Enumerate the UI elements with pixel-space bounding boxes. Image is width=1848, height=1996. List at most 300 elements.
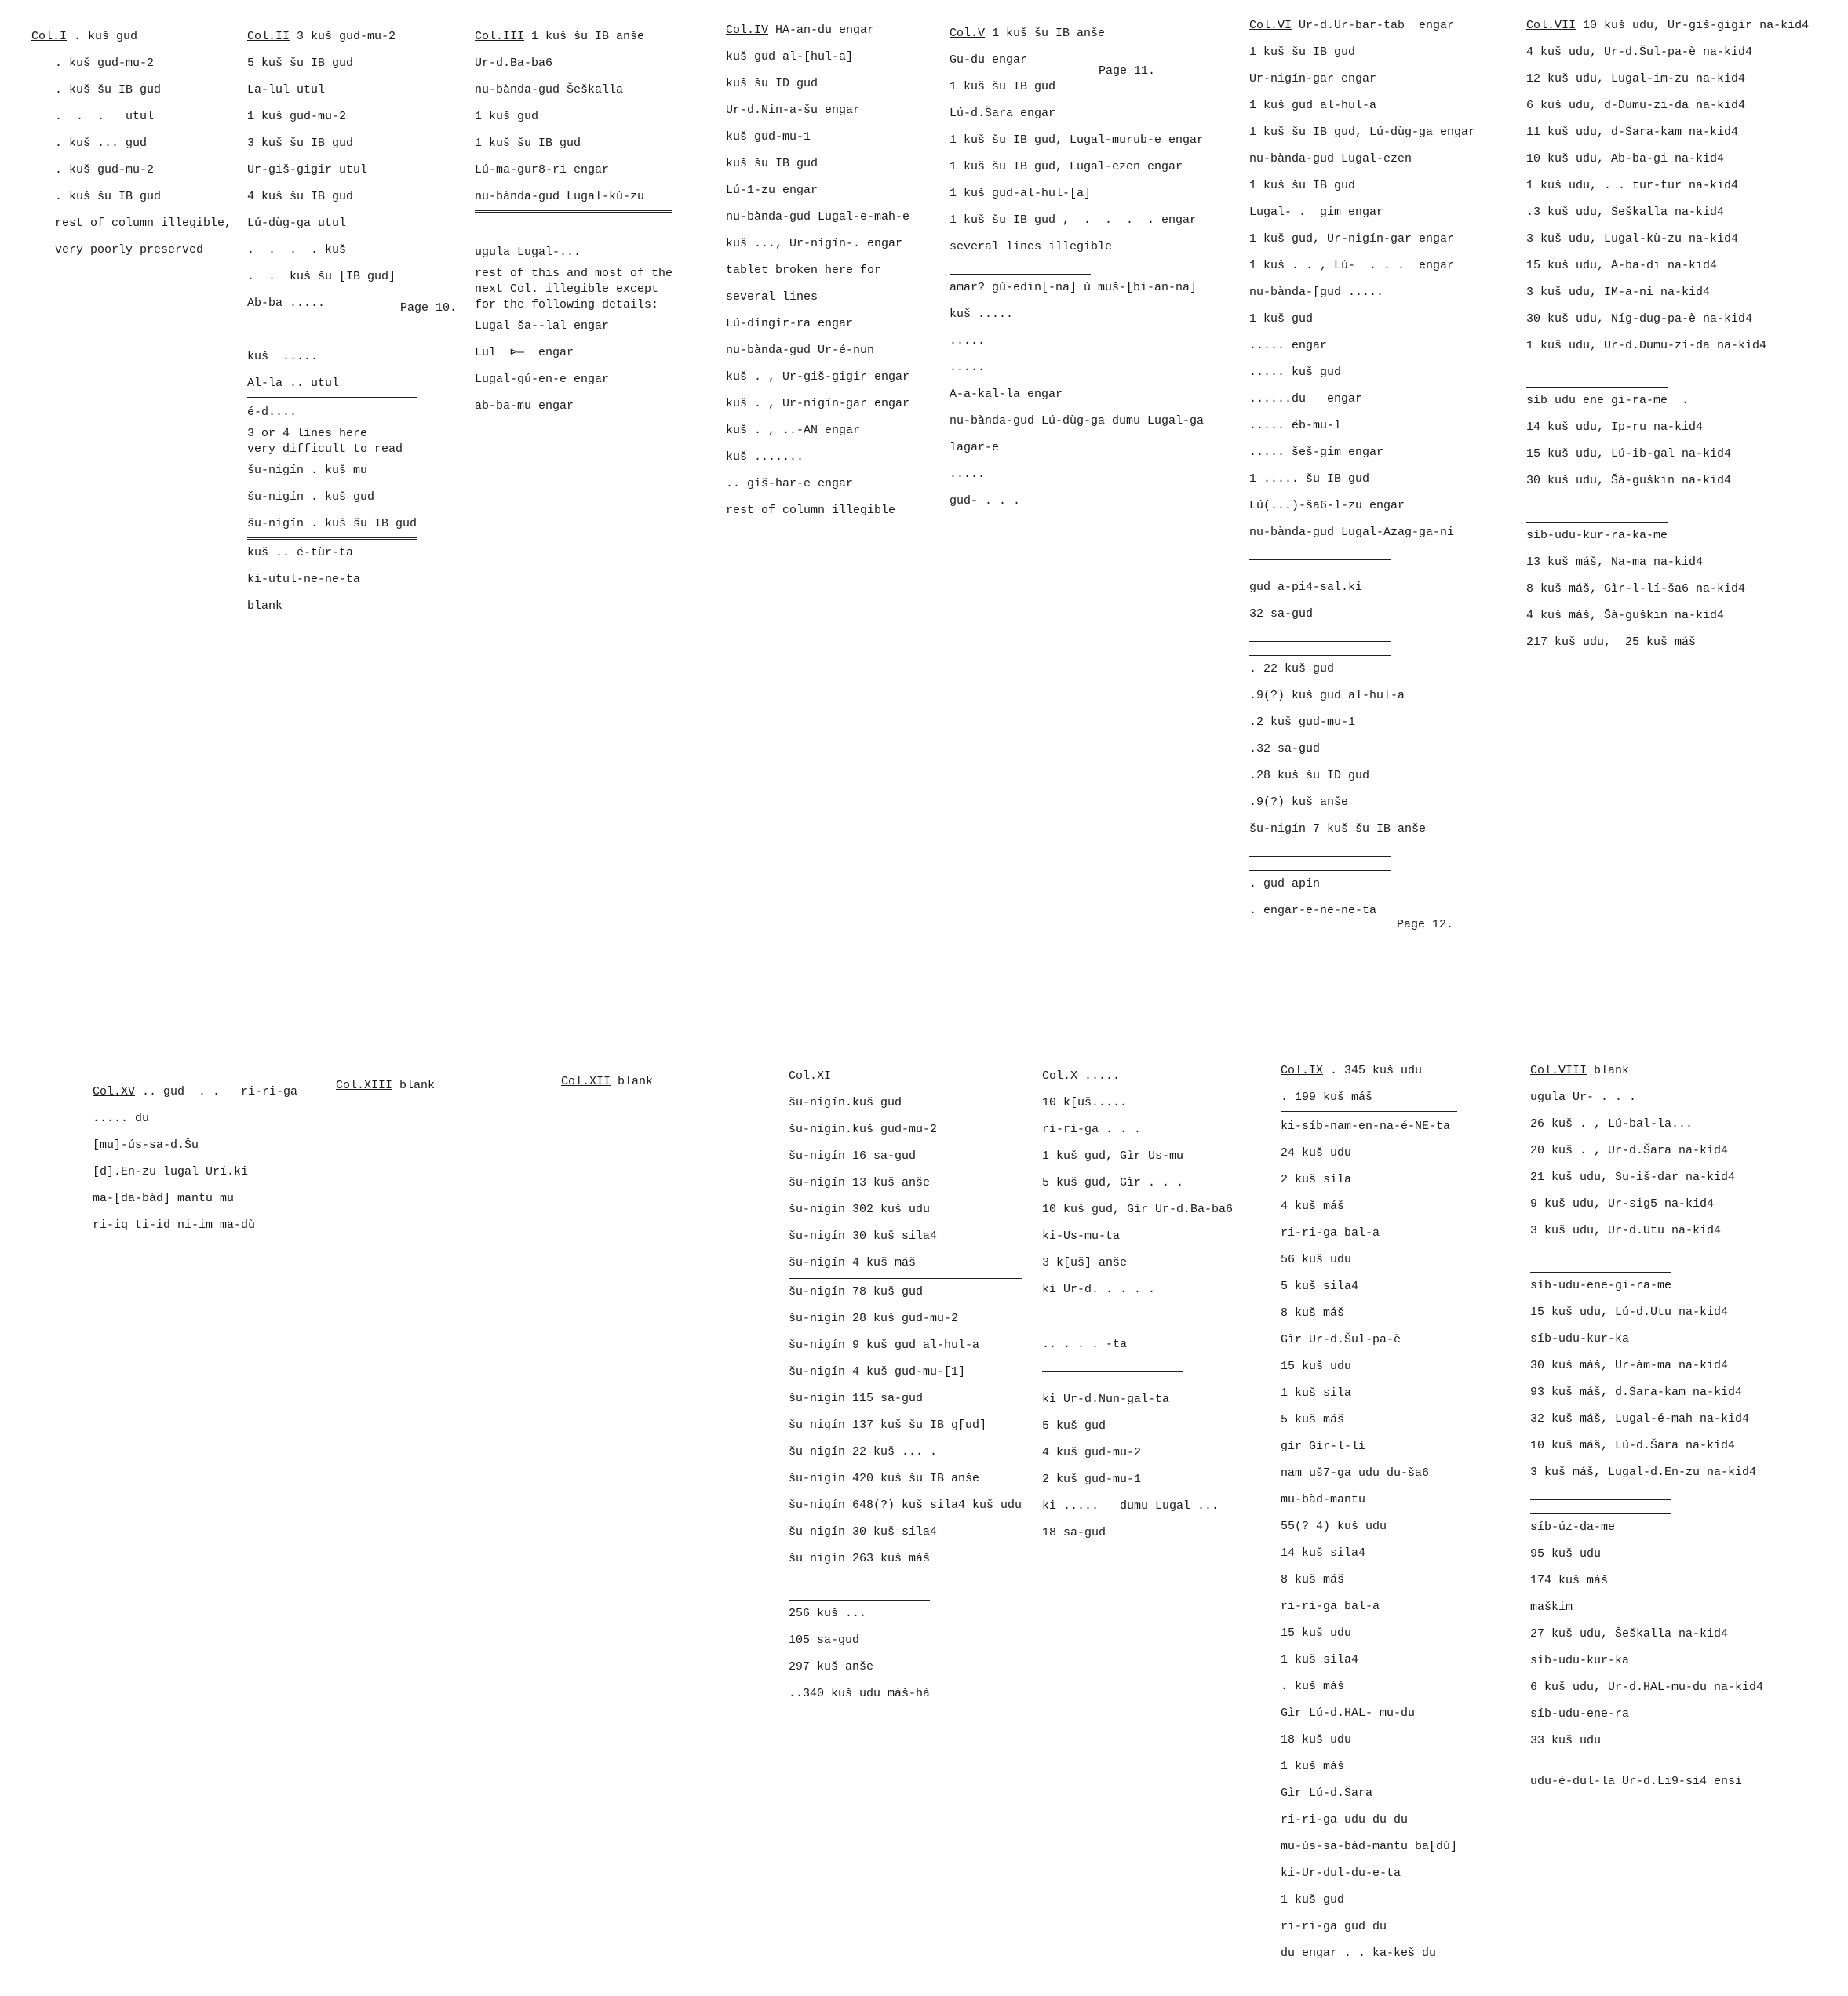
column-line: kuš šu IB gud bbox=[726, 157, 818, 170]
column-line: Lú(...)-ša6-l-zu engar bbox=[1249, 499, 1405, 512]
column-line: 4 kuš udu, Ur-d.Šul-pa-è na-kid4 bbox=[1526, 46, 1753, 59]
column-line: ..... bbox=[1084, 1069, 1121, 1083]
column-line: ri-iq ti-id ni-im ma-dù bbox=[93, 1218, 256, 1232]
column-line: nu-bànda-gud Lugal-Azag-ga-ni bbox=[1249, 526, 1455, 539]
column-line: 4 kuš máš, Šà-guškin na-kid4 bbox=[1526, 609, 1725, 622]
column-line: síb-udu-kur-ra-ka-me bbox=[1526, 529, 1668, 542]
column-line: šu-nigín 648(?) kuš sila4 kuš udu bbox=[789, 1499, 1022, 1512]
column-line: ri-ri-ga bal-a bbox=[1281, 1600, 1380, 1613]
column-line: šu-nigín 16 sa-gud bbox=[789, 1149, 917, 1163]
column-xv bbox=[93, 1079, 297, 1239]
column-line: ..... šeš-gim engar bbox=[1249, 446, 1384, 459]
column-label: Col.VII bbox=[1526, 19, 1576, 32]
column-line: šu-nigín 78 kuš gud bbox=[789, 1285, 924, 1298]
column-line: 2 kuš gud-mu-1 bbox=[1042, 1473, 1142, 1486]
column-heading bbox=[1042, 1063, 1233, 1090]
column-line: 8 kuš máš, Gìr-l-lí-ša6 na-kid4 bbox=[1526, 582, 1746, 596]
column-label: Col.II bbox=[247, 30, 290, 43]
column-line: 10 kuš gud, Gìr Ur-d.Ba-ba6 bbox=[1042, 1203, 1234, 1216]
column-line: 3 kuš udu, Lugal-kù-zu na-kid4 bbox=[1526, 232, 1739, 246]
column-line: rest of column illegible bbox=[726, 504, 896, 517]
column-line: Lugal ša--lal engar bbox=[475, 319, 610, 333]
column-line: rest of this and most of the bbox=[475, 267, 673, 280]
column-line bbox=[1526, 508, 1668, 523]
column-line bbox=[1530, 1486, 1671, 1500]
column-line: .9(?) kuš gud al-hul-a bbox=[1249, 689, 1405, 702]
column-line: šu-nigín.kuš gud-mu-2 bbox=[789, 1123, 938, 1136]
column-line: . . kuš šu [IB gud] bbox=[247, 270, 396, 283]
column-line: 15 kuš udu, Lú-ib-gal na-kid4 bbox=[1526, 447, 1732, 461]
column-line: ki-Ur-dul-du-e-ta bbox=[1281, 1867, 1401, 1880]
column-line: gud a-pi4-sal.ki bbox=[1249, 581, 1363, 594]
column-v bbox=[950, 20, 1204, 515]
column-line: 3 k[uš] anše bbox=[1042, 1256, 1128, 1269]
column-line: 15 kuš udu bbox=[1281, 1360, 1352, 1373]
column-heading bbox=[1281, 1058, 1457, 1084]
column-line: kuš ..... bbox=[247, 350, 319, 363]
column-line: .9(?) kuš anše bbox=[1249, 796, 1349, 809]
column-line: 8 kuš máš bbox=[1281, 1306, 1345, 1320]
column-line: 26 kuš . , Lú-bal-la... bbox=[1530, 1117, 1693, 1131]
column-line: Lú-ma-gur8-ri engar bbox=[475, 163, 610, 177]
column-line: šu-nigín 13 kuš anše bbox=[789, 1176, 931, 1189]
column-line: šu-nigín 28 kuš gud-mu-2 bbox=[789, 1312, 959, 1325]
column-line: ..340 kuš udu máš-há bbox=[789, 1687, 931, 1700]
column-line: šu-nigín 302 kuš udu bbox=[789, 1203, 931, 1216]
column-line: 30 kuš udu, Šà-guškin na-kid4 bbox=[1526, 474, 1732, 487]
column-line: . gud apin bbox=[1249, 877, 1321, 891]
column-line: . kuš ... gud bbox=[55, 137, 148, 150]
column-line: ri-ri-ga udu du du bbox=[1281, 1813, 1409, 1827]
column-line: [d].En-zu lugal Urí.ki bbox=[93, 1165, 249, 1178]
column-line: blank bbox=[247, 599, 283, 613]
column-line: 10 kuš udu, Ab-ba-gi na-kid4 bbox=[1526, 152, 1725, 166]
column-line: Ur-nigín-gar engar bbox=[1249, 72, 1377, 86]
column-xiii bbox=[336, 1073, 435, 1099]
column-line: 14 kuš udu, Ip-ru na-kid4 bbox=[1526, 421, 1704, 434]
column-ix bbox=[1281, 1058, 1457, 1967]
column-line: ri-ri-ga gud du bbox=[1281, 1920, 1387, 1933]
column-iii bbox=[475, 24, 672, 420]
column-line: 1 kuš šu IB gud, Lugal-ezen engar bbox=[950, 160, 1183, 173]
column-line: . . . utul bbox=[55, 110, 155, 123]
column-heading bbox=[1249, 13, 1475, 39]
column-line: .. . . . -ta bbox=[1042, 1338, 1128, 1351]
column-line: Gìr Ur-d.Šul-pa-è bbox=[1281, 1333, 1401, 1346]
column-line: šu nigín 263 kuš máš bbox=[789, 1552, 931, 1565]
column-line: ..... du bbox=[93, 1112, 150, 1125]
column-heading bbox=[93, 1079, 297, 1105]
column-line: kuš . , ..-AN engar bbox=[726, 424, 861, 437]
column-line: Ur-giš-gigir utul bbox=[247, 163, 368, 177]
column-line: 1 kuš gud-al-hul-[a] bbox=[950, 187, 1092, 200]
column-line: 4 kuš gud-mu-2 bbox=[1042, 1446, 1142, 1459]
page-number-10: Page 10. bbox=[400, 301, 457, 315]
column-line: A-a-kal-la engar bbox=[950, 388, 1063, 401]
column-line: ki-síb-nam-en-na-é-NE-ta bbox=[1281, 1120, 1451, 1133]
column-line: Lú-d.Šara engar bbox=[950, 107, 1056, 120]
column-line: HA-an-du engar bbox=[775, 24, 875, 37]
column-line bbox=[1526, 373, 1668, 388]
column-line: ..... bbox=[950, 361, 986, 374]
column-line: síb-udu-ene-ra bbox=[1530, 1707, 1630, 1721]
column-line: 3 kuš gud-mu-2 bbox=[297, 30, 396, 43]
column-line bbox=[1249, 546, 1391, 560]
column-line: 30 kuš udu, Níg-dug-pa-è na-kid4 bbox=[1526, 312, 1753, 326]
column-line: blank bbox=[1594, 1064, 1630, 1077]
column-line: 217 kuš udu, 25 kuš máš bbox=[1526, 636, 1697, 649]
column-line: síb udu ene gi-ra-me . bbox=[1526, 394, 1689, 407]
column-line: 3 kuš udu, Ur-d.Utu na-kid4 bbox=[1530, 1224, 1722, 1237]
column-line: du engar . . ka-keš du bbox=[1281, 1947, 1437, 1960]
column-line: 6 kuš udu, Ur-d.HAL-mu-du na-kid4 bbox=[1530, 1681, 1764, 1694]
column-label: Col.VI bbox=[1249, 19, 1292, 32]
column-line: 1 kuš šu IB gud bbox=[1249, 179, 1356, 192]
column-line: é-d.... bbox=[247, 406, 297, 419]
column-label: Col.V bbox=[950, 27, 986, 40]
column-line: síb-udu-kur-ka bbox=[1530, 1654, 1630, 1667]
column-line: . kuš máš bbox=[1281, 1680, 1345, 1693]
column-line: Ur-d.Ur-bar-tab engar bbox=[1299, 19, 1455, 32]
column-line: 8 kuš máš bbox=[1281, 1573, 1345, 1586]
column-line: ..... éb-mu-l bbox=[1249, 419, 1342, 432]
column-heading bbox=[336, 1073, 435, 1099]
column-line bbox=[1042, 1317, 1183, 1331]
column-line: 10 kuš máš, Lú-d.Šara na-kid4 bbox=[1530, 1439, 1736, 1452]
column-line bbox=[1526, 494, 1668, 508]
column-line: 4 kuš máš bbox=[1281, 1200, 1345, 1213]
column-line: 15 kuš udu bbox=[1281, 1626, 1352, 1640]
column-line: 1 kuš udu, . . tur-tur na-kid4 bbox=[1526, 179, 1739, 192]
column-line: gìr Gìr-l-lí bbox=[1281, 1440, 1366, 1453]
column-line: lagar-e bbox=[950, 441, 1000, 454]
column-line: Lugal-gú-en-e engar bbox=[475, 373, 610, 386]
column-line: .3 kuš udu, Šeškalla na-kid4 bbox=[1526, 206, 1725, 219]
column-line: síb-udu-ene-gi-ra-me bbox=[1530, 1279, 1672, 1292]
column-heading bbox=[789, 1063, 1022, 1090]
column-line: 15 kuš udu, Lú-d.Utu na-kid4 bbox=[1530, 1306, 1729, 1319]
column-line: nu-bànda-gud Lugal-ezen bbox=[1249, 152, 1412, 166]
column-label: Col.XIII bbox=[336, 1079, 393, 1092]
page-number-12: Page 12. bbox=[1397, 918, 1454, 931]
column-line: ugula Lugal-... bbox=[475, 246, 581, 259]
column-line: ki-utul-ne-ne-ta bbox=[247, 573, 361, 586]
column-xi bbox=[789, 1063, 1022, 1707]
column-line: šu-nigín . kuš gud bbox=[247, 490, 375, 504]
column-line bbox=[1530, 1500, 1671, 1514]
column-line: ki Ur-d. . . . . bbox=[1042, 1283, 1156, 1296]
column-line: Lú-dingir-ra engar bbox=[726, 317, 854, 330]
column-line: 30 kuš máš, Ur-àm-ma na-kid4 bbox=[1530, 1359, 1729, 1372]
column-line: Ab-ba ..... bbox=[247, 297, 326, 310]
column-line: 1 kuš šu IB gud, Lú-dùg-ga engar bbox=[1249, 126, 1476, 139]
column-line: 1 kuš šu IB gud bbox=[475, 137, 581, 150]
column-line: 55(? 4) kuš udu bbox=[1281, 1520, 1387, 1533]
column-line: 18 sa-gud bbox=[1042, 1526, 1106, 1539]
column-label: Col.IX bbox=[1281, 1064, 1324, 1077]
column-line bbox=[1249, 560, 1391, 574]
column-line: .. giš-har-e engar bbox=[726, 477, 854, 490]
column-line bbox=[1249, 843, 1391, 857]
column-line bbox=[1530, 1244, 1671, 1258]
column-label: Col.XV bbox=[93, 1085, 136, 1098]
column-line: 5 kuš gud, Gìr . . . bbox=[1042, 1176, 1184, 1189]
column-line: Lú-1-zu engar bbox=[726, 184, 818, 197]
column-line: 10 kuš udu, Ur-giš-gigir na-kid4 bbox=[1583, 19, 1810, 32]
column-line: 1 kuš gud al-hul-a bbox=[1249, 99, 1377, 112]
column-line: .. gud . . ri-ri-ga bbox=[142, 1085, 298, 1098]
column-line: very poorly preserved bbox=[55, 243, 204, 257]
column-line: 174 kuš máš bbox=[1530, 1574, 1609, 1587]
column-line bbox=[789, 1586, 930, 1601]
column-line: 4 kuš šu IB gud bbox=[247, 190, 354, 203]
column-xii bbox=[561, 1069, 653, 1095]
column-line: nu-bànda-gud Lú-dùg-ga dumu Lugal-ga bbox=[950, 414, 1205, 428]
column-line: šu-nigín 420 kuš šu IB anše bbox=[789, 1472, 980, 1485]
column-line: 3 kuš udu, IM-a-ni na-kid4 bbox=[1526, 286, 1711, 299]
column-label: Col.I bbox=[31, 30, 67, 43]
column-line: Ur-d.Nin-a-šu engar bbox=[726, 104, 861, 117]
column-label: Col.IV bbox=[726, 24, 769, 37]
column-line: rest of column illegible, bbox=[55, 217, 232, 230]
column-line: šu-nigín . kuš mu bbox=[247, 464, 368, 477]
column-line: 24 kuš udu bbox=[1281, 1146, 1352, 1160]
column-line: šu-nigín 4 kuš gud-mu-[1] bbox=[789, 1365, 966, 1379]
column-line: šu-nigín 30 kuš sila4 bbox=[789, 1229, 938, 1243]
column-i bbox=[31, 24, 231, 264]
column-line: kuš ....... bbox=[726, 450, 804, 464]
column-line: ..... bbox=[950, 334, 986, 348]
column-line: 1 ..... šu IB gud bbox=[1249, 472, 1370, 486]
column-line: 1 kuš udu, Ur-d.Dumu-zi-da na-kid4 bbox=[1526, 339, 1767, 352]
column-line: nam uš7-ga udu du-ša6 bbox=[1281, 1466, 1430, 1480]
column-label: Col.XI bbox=[789, 1069, 832, 1083]
column-line: 15 kuš udu, A-ba-di na-kid4 bbox=[1526, 259, 1718, 272]
column-line: 297 kuš anše bbox=[789, 1660, 874, 1674]
column-line: 18 kuš udu bbox=[1281, 1733, 1352, 1746]
column-line: Gìr Lú-d.Šara bbox=[1281, 1787, 1373, 1800]
column-line: kuš ..... bbox=[950, 308, 1014, 321]
column-line: 1 kuš gud, Ur-nigín-gar engar bbox=[1249, 232, 1455, 246]
column-line bbox=[1249, 857, 1391, 871]
column-line: ..... kuš gud bbox=[1249, 366, 1342, 379]
column-line: La-lul utul bbox=[247, 83, 326, 97]
column-line: síb-úz-da-me bbox=[1530, 1521, 1616, 1534]
column-vii bbox=[1526, 13, 1809, 656]
column-line: 5 kuš šu IB gud bbox=[247, 56, 354, 70]
column-line: 1 kuš šu IB anše bbox=[531, 30, 645, 43]
column-line: šu nigín 22 kuš ... . bbox=[789, 1445, 938, 1459]
column-line: 1 kuš gud-mu-2 bbox=[247, 110, 347, 123]
column-line: 1 kuš gud bbox=[1281, 1893, 1345, 1907]
column-line: Ur-d.Ba-ba6 bbox=[475, 56, 553, 70]
column-line: 3 kuš máš, Lugal-d.En-zu na-kid4 bbox=[1530, 1466, 1757, 1479]
column-iv bbox=[726, 17, 909, 524]
column-line: for the following details: bbox=[475, 298, 659, 311]
column-line: kuš šu ID gud bbox=[726, 77, 818, 90]
column-line bbox=[1530, 1754, 1671, 1768]
column-line: nu-bànda-gud Lugal-kù-zu bbox=[475, 184, 672, 213]
column-line: several lines illegible bbox=[950, 240, 1113, 253]
column-line: . 22 kuš gud bbox=[1249, 662, 1335, 676]
column-line: 1 kuš šu IB gud bbox=[950, 80, 1056, 93]
column-line bbox=[1526, 359, 1668, 373]
column-line: šu-nigín 7 kuš šu IB anše bbox=[1249, 822, 1427, 836]
column-line: . kuš šu IB gud bbox=[55, 190, 162, 203]
column-line: [mu]-ús-sa-d.Šu bbox=[93, 1138, 199, 1152]
column-line: . kuš gud-mu-2 bbox=[55, 163, 155, 177]
column-line: . kuš gud bbox=[74, 30, 138, 43]
column-line: kuš ..., Ur-nigín-. engar bbox=[726, 237, 903, 250]
column-line: tablet broken here for bbox=[726, 264, 882, 277]
column-line: 13 kuš máš, Na-ma na-kid4 bbox=[1526, 555, 1704, 569]
column-line bbox=[1530, 1258, 1671, 1273]
column-line: 14 kuš sila4 bbox=[1281, 1546, 1366, 1560]
column-line: very difficult to read bbox=[247, 443, 403, 456]
column-line: 256 kuš ... bbox=[789, 1607, 867, 1620]
column-heading bbox=[31, 24, 231, 50]
column-line: 1 kuš šu IB gud bbox=[1249, 46, 1356, 59]
column-line: amar? gú-edin[-na] ù muš-[bi-an-na] bbox=[950, 281, 1197, 294]
column-line: Lugal- . gim engar bbox=[1249, 206, 1384, 219]
column-line: ..... engar bbox=[1249, 339, 1328, 352]
column-heading bbox=[726, 17, 909, 44]
column-label: Col.III bbox=[475, 30, 525, 43]
column-line: 56 kuš udu bbox=[1281, 1253, 1352, 1266]
column-line bbox=[475, 213, 672, 239]
column-line bbox=[1042, 1372, 1183, 1386]
column-line bbox=[789, 1572, 930, 1586]
column-line: 1 kuš sila bbox=[1281, 1386, 1352, 1400]
column-line bbox=[1042, 1358, 1183, 1372]
column-heading bbox=[1526, 13, 1809, 39]
column-line: 1 kuš máš bbox=[1281, 1760, 1345, 1773]
column-line: síb-udu-kur-ka bbox=[1530, 1332, 1630, 1346]
column-line: šu nigín 137 kuš šu IB g[ud] bbox=[789, 1419, 987, 1432]
column-line: kuš gud-mu-1 bbox=[726, 130, 811, 144]
column-line: 10 k[uš..... bbox=[1042, 1096, 1128, 1109]
column-line: Gu-du engar bbox=[950, 53, 1028, 67]
column-line: ......du engar bbox=[1249, 392, 1363, 406]
column-viii bbox=[1530, 1058, 1763, 1795]
column-line bbox=[1249, 628, 1391, 642]
column-line: Gìr Lú-d.HAL- mu-du bbox=[1281, 1706, 1416, 1720]
column-line: kuš . , Ur-giš-gigir engar bbox=[726, 370, 910, 384]
column-line: ki-Us-mu-ta bbox=[1042, 1229, 1121, 1243]
column-line: . kuš gud-mu-2 bbox=[55, 56, 155, 70]
column-line: 95 kuš udu bbox=[1530, 1547, 1602, 1561]
column-line: 1 kuš gud bbox=[1249, 312, 1314, 326]
column-line: 9 kuš udu, Ur-sig5 na-kid4 bbox=[1530, 1197, 1715, 1211]
column-line: nu-bànda-gud Lugal-e-mah-e bbox=[726, 210, 910, 224]
column-line: 1 kuš šu IB gud, Lugal-murub-e engar bbox=[950, 133, 1205, 147]
column-line: 11 kuš udu, d-Šara-kam na-kid4 bbox=[1526, 126, 1739, 139]
column-line: mu-bàd-mantu bbox=[1281, 1493, 1366, 1506]
column-line: ..... bbox=[950, 468, 986, 481]
column-line: Lul ⊳— engar bbox=[475, 346, 574, 359]
column-line: 3 or 4 lines here bbox=[247, 427, 368, 440]
column-line: nu-bànda-gud Ur-é-nun bbox=[726, 344, 875, 357]
column-line: .32 sa-gud bbox=[1249, 742, 1321, 756]
column-line: 1 kuš šu IB gud , . . . . engar bbox=[950, 213, 1197, 227]
column-line: .2 kuš gud-mu-1 bbox=[1249, 716, 1356, 729]
column-line: nu-bànda-[gud ..... bbox=[1249, 286, 1384, 299]
column-line: Al-la .. utul bbox=[247, 370, 417, 399]
column-heading bbox=[561, 1069, 653, 1095]
column-line bbox=[1042, 1303, 1183, 1317]
column-line: several lines bbox=[726, 290, 818, 304]
column-line: ri-ri-ga bal-a bbox=[1281, 1226, 1380, 1240]
column-line: 1 kuš šu IB anše bbox=[992, 27, 1106, 40]
column-line: . 345 kuš udu bbox=[1330, 1064, 1423, 1077]
column-label: Col.X bbox=[1042, 1069, 1078, 1083]
column-line: ri-ri-ga . . . bbox=[1042, 1123, 1142, 1136]
column-line: 1 kuš . . , Lú- . . . engar bbox=[1249, 259, 1455, 272]
column-heading bbox=[1530, 1058, 1763, 1084]
column-line: 1 kuš gud, Gìr Us-mu bbox=[1042, 1149, 1184, 1163]
column-ii bbox=[247, 24, 417, 620]
column-line: ugula Ur- . . . bbox=[1530, 1091, 1637, 1104]
column-line: blank bbox=[399, 1079, 436, 1092]
column-line: 21 kuš udu, Šu-iš-dar na-kid4 bbox=[1530, 1171, 1736, 1184]
column-line: Lú-dùg-ga utul bbox=[247, 217, 347, 230]
column-line: ki ..... dumu Lugal ... bbox=[1042, 1499, 1219, 1513]
column-heading bbox=[475, 24, 672, 50]
column-line: udu-é-dul-la Ur-d.Li9-si4 ensi bbox=[1530, 1775, 1743, 1788]
column-line: . 199 kuš máš bbox=[1281, 1084, 1457, 1113]
column-line: 2 kuš sila bbox=[1281, 1173, 1352, 1186]
column-label: Col.VIII bbox=[1530, 1064, 1587, 1077]
column-line: .28 kuš šu ID gud bbox=[1249, 769, 1370, 782]
column-line: 32 sa-gud bbox=[1249, 607, 1314, 621]
column-line: ki Ur-d.Nun-gal-ta bbox=[1042, 1393, 1170, 1406]
column-heading bbox=[950, 20, 1204, 47]
column-line: 1 kuš sila4 bbox=[1281, 1653, 1359, 1666]
column-line bbox=[247, 317, 417, 344]
column-line: gud- . . . bbox=[950, 494, 1021, 508]
column-line: blank bbox=[618, 1075, 654, 1088]
column-line: 6 kuš udu, d-Dumu-zi-da na-kid4 bbox=[1526, 99, 1746, 112]
column-heading bbox=[247, 24, 417, 50]
column-line: 32 kuš máš, Lugal-é-mah na-kid4 bbox=[1530, 1412, 1750, 1426]
column-x bbox=[1042, 1063, 1233, 1546]
column-line: šu-nigín 9 kuš gud al-hul-a bbox=[789, 1339, 980, 1352]
column-line: 12 kuš udu, Lugal-im-zu na-kid4 bbox=[1526, 72, 1746, 86]
column-line: . . . . kuš bbox=[247, 243, 347, 257]
column-line: kuš gud al-[hul-a] bbox=[726, 50, 854, 64]
column-vi bbox=[1249, 13, 1475, 924]
column-line: kuš .. é-tùr-ta bbox=[247, 546, 354, 559]
column-line: 1 kuš gud bbox=[475, 110, 539, 123]
column-line: 5 kuš gud bbox=[1042, 1419, 1106, 1433]
page-number-11: Page 11. bbox=[1099, 64, 1156, 78]
column-line: 27 kuš udu, Šeškalla na-kid4 bbox=[1530, 1627, 1729, 1641]
column-line: šu-nigín 4 kuš máš bbox=[789, 1250, 1022, 1279]
column-line: 105 sa-gud bbox=[789, 1634, 860, 1647]
column-line: maškim bbox=[1530, 1601, 1573, 1614]
column-line: šu nigín 30 kuš sila4 bbox=[789, 1525, 938, 1539]
column-label: Col.XII bbox=[561, 1075, 611, 1088]
column-line bbox=[1249, 642, 1391, 656]
column-line bbox=[950, 260, 1091, 275]
column-line: next Col. illegible except bbox=[475, 282, 659, 296]
column-line: . kuš šu IB gud bbox=[55, 83, 162, 97]
column-line: kuš . , Ur-nigín-gar engar bbox=[726, 397, 910, 410]
column-line: 20 kuš . , Ur-d.Šara na-kid4 bbox=[1530, 1144, 1729, 1157]
column-line: šu-nigín.kuš gud bbox=[789, 1096, 902, 1109]
column-line: šu-nigín . kuš šu IB gud bbox=[247, 511, 417, 540]
column-line: 3 kuš šu IB gud bbox=[247, 137, 354, 150]
